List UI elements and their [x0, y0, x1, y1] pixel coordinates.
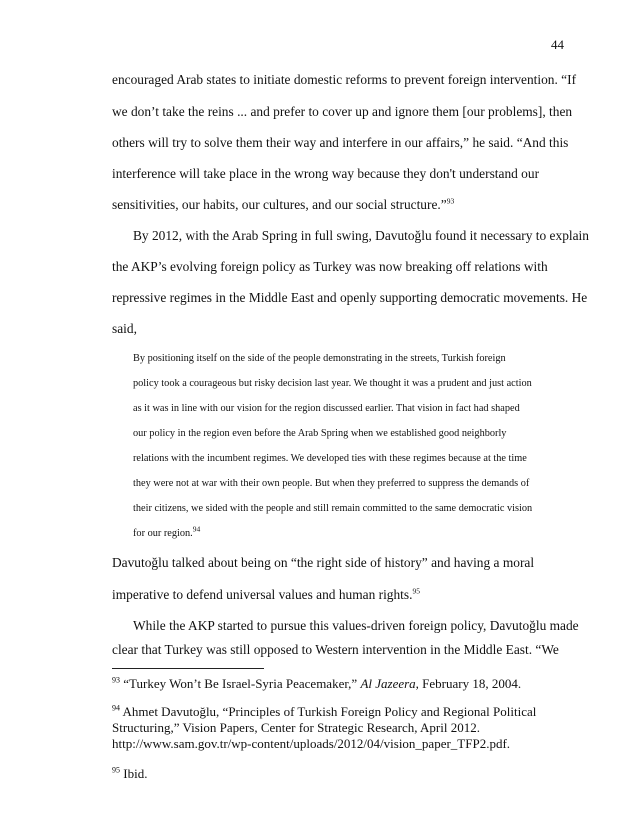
footnote-93-text-before: “Turkey Won’t Be Israel-Syria Peacemaker,” — [123, 676, 361, 691]
quote-line-text: for our region. — [133, 528, 193, 539]
body-line: By 2012, with the Arab Spring in full swing, Davutoğlu found it necessary to explain — [133, 228, 589, 243]
footnote-ref-95: 95 — [412, 586, 420, 596]
footnote-94-number: 94 — [112, 703, 120, 713]
footnote-ref-94: 94 — [192, 524, 201, 534]
page-number: 44 — [551, 37, 564, 52]
footnote-93-text-after: February 18, 2004. — [418, 676, 522, 691]
quote-line: our policy in the region even before the Arab Spring when we established good neighborly — [133, 428, 507, 439]
quote-line: policy took a courageous but risky decision last year. We thought it was a prudent and just action — [133, 378, 532, 389]
footnote-93 — [112, 676, 542, 692]
footnote-93-number: 93 — [112, 675, 120, 685]
footnote-94 — [112, 704, 542, 752]
footnote-94-line1 — [112, 704, 542, 720]
body-line: interference will take place in the wrong way because they don't understand our — [112, 166, 540, 181]
body-line-text: imperative to defend universal values and human rights. — [112, 587, 413, 602]
body-line: clear that Turkey was still opposed to Western intervention in the Middle East. “We — [112, 642, 559, 657]
quote-line: relations with the incumbent regimes. We developed ties with these regimes because at the time — [133, 453, 527, 464]
body-line: said, — [112, 321, 137, 336]
footnote-separator — [112, 668, 264, 669]
quote-line: By positioning itself on the side of the people demonstrating in the streets, Turkish foreign — [133, 353, 506, 364]
quote-line-with-footnote — [133, 524, 201, 539]
body-line-with-footnote — [112, 197, 454, 213]
footnote-95-line — [112, 766, 542, 782]
footnote-ref-93: 93 — [446, 196, 455, 206]
body-line-with-footnote — [112, 587, 420, 603]
body-line: repressive regimes in the Middle East and openly supporting democratic movements. He — [112, 290, 588, 305]
footnote-93-source: Al Jazeera, — [360, 676, 419, 691]
footnote-94-text-1: Ahmet Davutoğlu, “Principles of Turkish Foreign Policy and Regional Political — [122, 704, 537, 719]
body-line: others will try to solve them their way and interfere in our affairs,” he said. “And this — [112, 135, 569, 150]
body-line: encouraged Arab states to initiate domestic reforms to prevent foreign intervention. “If — [112, 72, 577, 87]
body-line: we don’t take the reins ... and prefer to cover up and ignore them [our problems], then — [112, 104, 573, 119]
quote-line: their citizens, we sided with the people and still remain committed to the same democratic vision — [133, 503, 533, 514]
body-line: the AKP’s evolving foreign policy as Turkey was now breaking off relations with — [112, 259, 548, 274]
footnote-94-url: http://www.sam.gov.tr/wp-content/uploads/2012/04/vision_paper_TFP2.pdf. — [112, 736, 511, 751]
body-line: While the AKP started to pursue this values-driven foreign policy, Davutoğlu made — [133, 618, 579, 633]
footnote-95 — [112, 766, 542, 782]
body-line-text: sensitivities, our habits, our cultures, and our social structure.” — [112, 197, 447, 212]
body-line: Davutoğlu talked about being on “the right side of history” and having a moral — [112, 555, 535, 570]
quote-line: as it was in line with our vision for the region discussed earlier. That vision in fact had shaped — [133, 403, 520, 414]
footnote-93-line — [112, 676, 542, 692]
footnote-95-text: Ibid. — [123, 766, 148, 781]
footnote-95-number: 95 — [112, 765, 120, 775]
footnote-94-line2: Structuring,” Vision Papers, Center for Strategic Research, April 2012. — [112, 720, 480, 735]
quote-line: they were not at war with their own people. But when they preferred to suppress the demands of — [133, 478, 530, 489]
